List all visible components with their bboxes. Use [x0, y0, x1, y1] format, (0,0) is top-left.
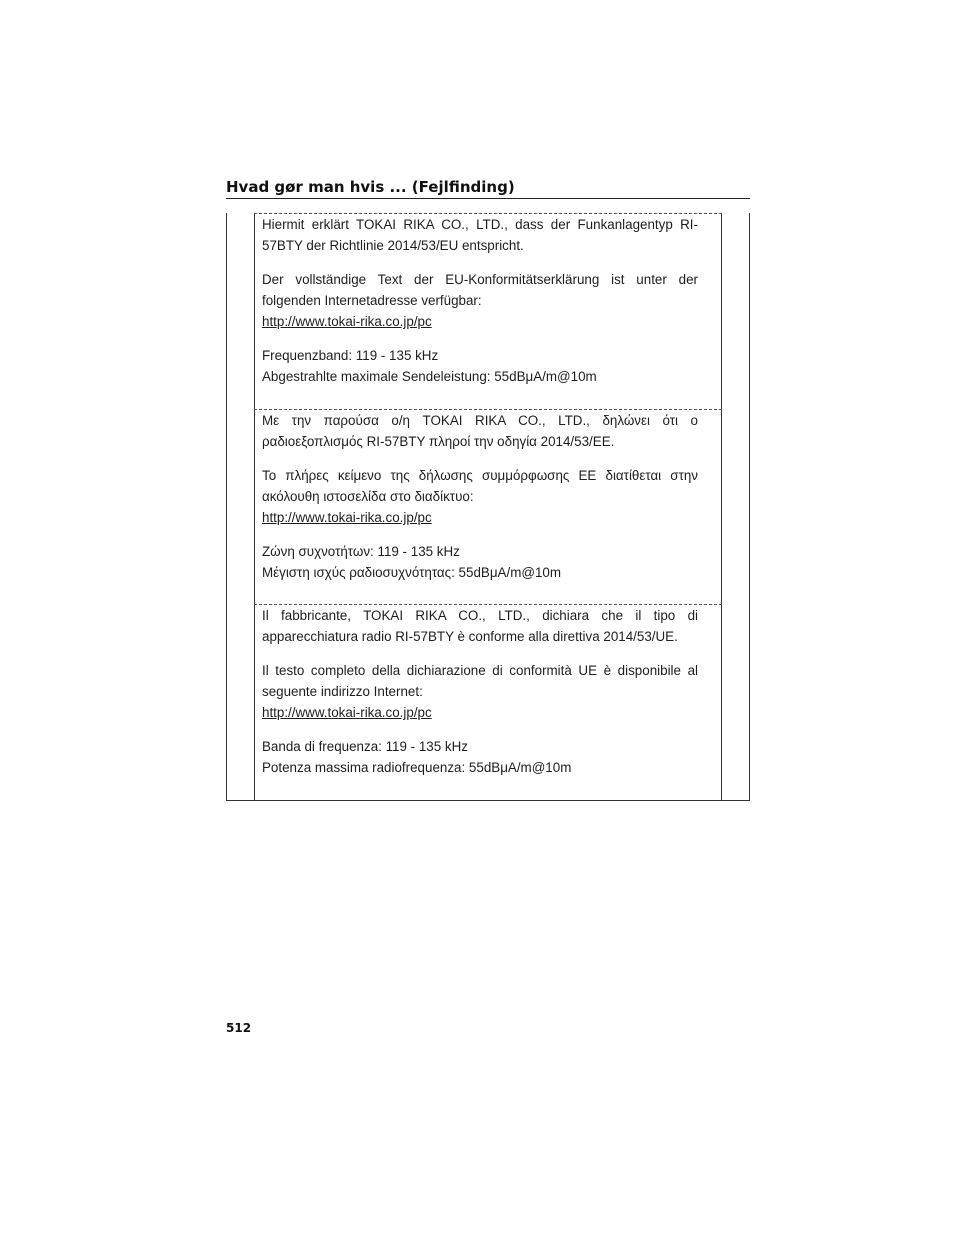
availability-text: Il testo completo della dichiarazione di conformità UE è disponibile al seguente indirizzo Internet: — [262, 663, 698, 699]
availability-block — [262, 660, 698, 723]
header-rule — [226, 198, 750, 199]
table-outer-right-border — [749, 213, 750, 801]
declaration-text: Με την παρούσα ο/η TOKAI RIKA CO., LTD., δηλώνει ότι ο ραδιοεξοπλισμός RI-57BTY πληροί την οδηγία 2014/53/ΕΕ. — [262, 413, 698, 449]
technical-block — [262, 345, 698, 387]
declaration-text: Il fabbricante, TOKAI RIKA CO., LTD., dichiara che il tipo di apparecchiatura radio RI-57BTY è conforme alla direttiva 2014/53/UE. — [262, 608, 698, 644]
power-text: Μέγιστη ισχύς ραδιοσυχνότητας: 55dBμA/m@10m — [262, 565, 561, 580]
conformity-url-link[interactable]: http://www.tokai-rika.co.jp/pc — [262, 705, 432, 720]
availability-text: Der vollständige Text der EU-Konformitätserklärung ist unter der folgenden Internetadresse verfügbar: — [262, 272, 698, 308]
power-text: Abgestrahlte maximale Sendeleistung: 55dBμA/m@10m — [262, 369, 597, 384]
table-inner-left-border — [254, 213, 255, 801]
declaration-section-german — [262, 214, 698, 400]
frequency-text: Frequenzband: 119 - 135 kHz — [262, 348, 439, 363]
technical-block — [262, 736, 698, 778]
frequency-text: Banda di frequenza: 119 - 135 kHz — [262, 739, 468, 754]
table-bottom-border — [226, 800, 750, 801]
declaration-section-greek — [262, 410, 698, 596]
page-number: 512 — [226, 1021, 252, 1035]
technical-block — [262, 541, 698, 583]
frequency-text: Ζώνη συχνοτήτων: 119 - 135 kHz — [262, 544, 460, 559]
availability-block — [262, 269, 698, 332]
table-inner-right-border — [721, 213, 722, 801]
table-outer-left-border — [226, 213, 227, 801]
conformity-url-link[interactable]: http://www.tokai-rika.co.jp/pc — [262, 510, 432, 525]
declaration-section-italian — [262, 605, 698, 791]
declaration-table — [226, 213, 750, 801]
conformity-url-link[interactable]: http://www.tokai-rika.co.jp/pc — [262, 314, 432, 329]
availability-block — [262, 465, 698, 528]
power-text: Potenza massima radiofrequenza: 55dBμA/m@10m — [262, 760, 572, 775]
page-header-title: Hvad gør man hvis ... (Fejlfinding) — [226, 178, 515, 196]
availability-text: Το πλήρες κείμενο της δήλωσης συμμόρφωσης ΕΕ διατίθεται στην ακόλουθη ιστοσελίδα στο διαδίκτυο: — [262, 468, 698, 504]
declaration-text: Hiermit erklärt TOKAI RIKA CO., LTD., dass der Funkanlagentyp RI-57BTY der Richtlinie 2014/53/EU entspricht. — [262, 217, 698, 253]
